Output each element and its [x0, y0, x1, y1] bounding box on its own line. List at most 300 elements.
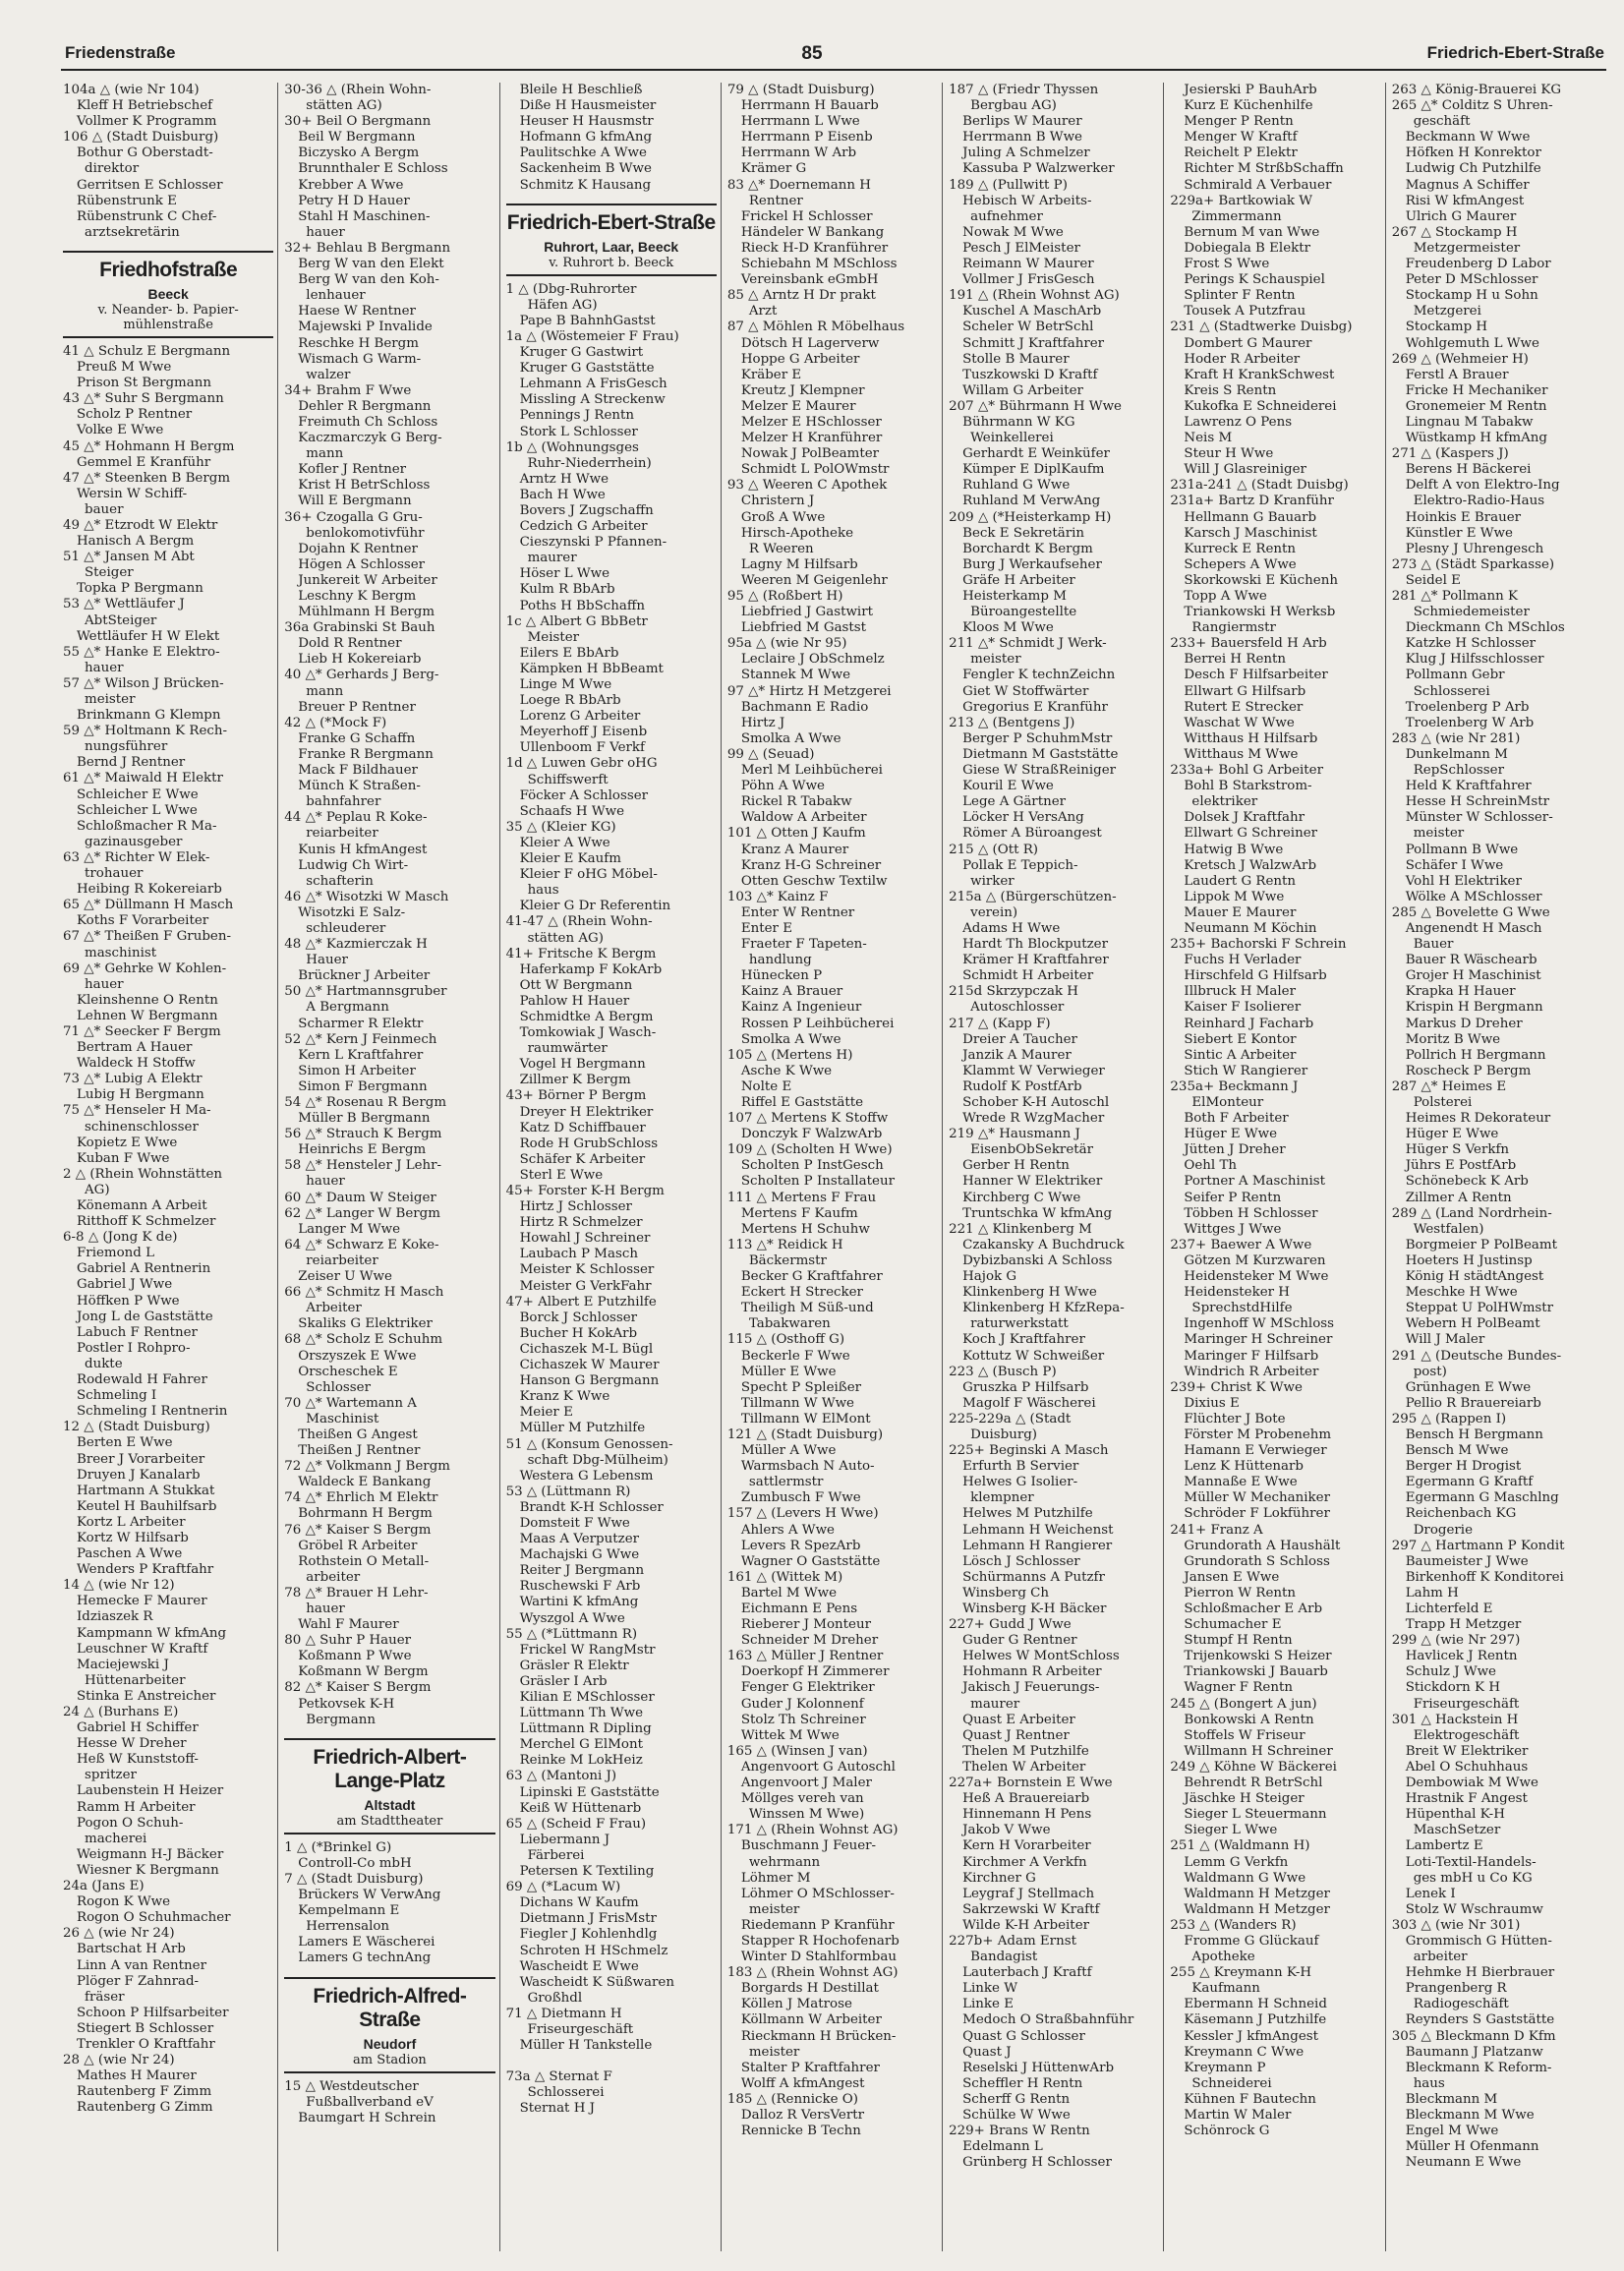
- directory-entry: Loege R BbArb: [519, 693, 621, 709]
- directory-entry: 70 △* Wartemann A: [284, 1395, 417, 1411]
- directory-columns: [61, 83, 1606, 2251]
- directory-entry: Becker G Kraftfahrer: [740, 1269, 883, 1285]
- directory-entry: Zillmer A Rentn: [1405, 1190, 1512, 1205]
- directory-entry: 211 △* Schmidt J Werk-: [949, 636, 1107, 652]
- directory-entry: 245 △ (Bongert A jun): [1170, 1696, 1317, 1712]
- directory-entry: Poths H BbSchaffn: [519, 598, 645, 613]
- directory-entry: 213 △ (Bentgens J): [949, 715, 1075, 730]
- directory-entry: hauer: [306, 224, 345, 240]
- directory-entry: Bandagist: [970, 1950, 1038, 1965]
- directory-entry: Ritthoff K Schmelzer: [77, 1214, 216, 1230]
- directory-entry: Beckmann W Wwe: [1405, 130, 1531, 146]
- directory-entry: Birkenhoff K Konditorei: [1405, 1569, 1564, 1585]
- directory-entry: Dietmann J FrisMstr: [519, 1911, 657, 1927]
- directory-entry: Arbeiter: [306, 1301, 362, 1316]
- district-name: Altstadt: [364, 1796, 416, 1813]
- directory-entry: Dembowiak M Wwe: [1405, 1776, 1538, 1791]
- directory-entry: 95 △ (Roßbert H): [726, 589, 843, 604]
- directory-entry: Magnus A Schiffer: [1405, 177, 1530, 193]
- directory-entry: Riedemann P Kranführ: [740, 1917, 895, 1933]
- directory-entry: Haese W Rentner: [298, 304, 416, 320]
- directory-entry: Reimann W Maurer: [962, 257, 1094, 272]
- directory-entry: 273 △ (Städt Sparkasse): [1391, 556, 1555, 572]
- directory-entry: Stolle B Maurer: [962, 351, 1070, 367]
- directory-entry: Dunkelmann M: [1405, 746, 1508, 762]
- directory-entry: Rennicke B Techn: [740, 2124, 861, 2139]
- directory-entry: 221 △ Klinkenberg M: [949, 1221, 1092, 1237]
- directory-entry: 99 △ (Seuad): [726, 746, 815, 762]
- directory-entry: Dreier A Taucher: [962, 1031, 1077, 1047]
- directory-entry: Bovers J Zugschaffn: [519, 502, 654, 518]
- directory-entry: Hoeters H Justinsp: [1405, 1252, 1533, 1268]
- directory-entry: Schmidt L PolOWmstr: [740, 462, 890, 478]
- directory-entry: Lingnau M Tabakw: [1405, 414, 1534, 430]
- directory-entry: Baumann J Platzanw: [1405, 2044, 1543, 2060]
- directory-entry: Steppat U PolHWmstr: [1405, 1301, 1554, 1316]
- directory-entry: Heidensteker H: [1184, 1285, 1290, 1301]
- directory-entry: Delft A von Elektro-Ing: [1405, 478, 1560, 494]
- directory-entry: Rübenstrunk C Chef-: [77, 208, 217, 224]
- directory-entry: Domsteit F Wwe: [519, 1515, 630, 1531]
- directory-entry: 239+ Christ K Wwe: [1170, 1379, 1303, 1395]
- directory-entry: Kleier G Dr Referentin: [519, 899, 671, 914]
- directory-entry: Oehl Th: [1184, 1158, 1238, 1174]
- directory-entry: Grojer H Maschinist: [1405, 968, 1541, 984]
- directory-entry: Schober K-H Autoschl: [962, 1095, 1110, 1110]
- directory-entry: Fromme G Glückauf: [1184, 1933, 1319, 1949]
- directory-entry: 68 △* Scholz E Schuhm: [284, 1332, 443, 1348]
- directory-entry: 24 △ (Burhans E): [63, 1705, 179, 1719]
- directory-entry: Bührmann W KG: [962, 414, 1075, 430]
- directory-entry: Sackenheim B Wwe: [519, 161, 652, 177]
- directory-entry: Dötsch H Lagerverw: [740, 335, 880, 351]
- directory-entry: Behrendt R BetrSchl: [1184, 1776, 1323, 1791]
- directory-entry: Ellwart G Schreiner: [1184, 826, 1318, 842]
- directory-entry: Schneiderei: [1191, 2075, 1272, 2091]
- directory-entry: Arntz H Wwe: [519, 471, 609, 487]
- directory-entry: Scholten P InstGesch: [740, 1158, 884, 1174]
- directory-entry: Kainz A Ingenieur: [740, 1000, 862, 1016]
- directory-entry: Truntschka W kfmAng: [962, 1205, 1113, 1221]
- directory-entry: Schäfer I Wwe: [1405, 857, 1504, 873]
- directory-entry: 61 △* Maiwald H Elektr: [63, 771, 223, 786]
- directory-entry: Ruhland G Wwe: [962, 478, 1071, 494]
- directory-entry: Cedzich G Arbeiter: [519, 519, 648, 535]
- directory-entry: Linke W: [962, 1981, 1017, 1997]
- directory-entry: 231 △ (Stadtwerke Duisbg): [1170, 320, 1353, 335]
- directory-entry: 53 △ (Lüttmann R): [505, 1484, 631, 1499]
- directory-entry: 227a+ Bornstein E Wwe: [949, 1776, 1113, 1791]
- directory-entry: 271 △ (Kaspers J): [1391, 446, 1509, 462]
- directory-entry: Dieckmann Ch MSchlos: [1405, 620, 1565, 636]
- directory-entry: Förster M Probenehm: [1184, 1427, 1332, 1442]
- directory-entry: Stumpf H Rentn: [1184, 1633, 1293, 1649]
- directory-entry: EisenbObSekretär: [970, 1142, 1094, 1158]
- directory-entry: Meyerhoff J Eisenb: [519, 725, 648, 740]
- directory-entry: Höser L Wwe: [519, 566, 610, 582]
- directory-entry: 237+ Baewer A Wwe: [1170, 1237, 1312, 1252]
- directory-entry: Kunis H kfmAngest: [298, 842, 428, 857]
- directory-entry: Wascheidt K Süßwaren: [519, 1974, 674, 1990]
- directory-entry: Quast G Schlosser: [962, 2028, 1085, 2044]
- directory-entry: Schröder F Lokführer: [1184, 1506, 1330, 1522]
- directory-entry: wirker: [970, 873, 1015, 889]
- directory-entry: Kaufmann: [1191, 1981, 1260, 1997]
- directory-entry: Rodewald H Fahrer: [77, 1372, 207, 1388]
- directory-entry: 295 △ (Rappen I): [1391, 1411, 1507, 1427]
- directory-entry: 7 △ (Stadt Duisburg): [284, 1871, 424, 1887]
- directory-entry: 2 △ (Rhein Wohnstätten: [63, 1166, 223, 1182]
- directory-entry: Siebert E Kontor: [1184, 1031, 1297, 1047]
- directory-entry: 51 △ (Konsum Genossen-: [505, 1436, 673, 1452]
- street-name: Friedrich-Alfred-Straße: [313, 1984, 467, 2031]
- directory-entry: 103 △* Kainz F: [726, 889, 829, 904]
- directory-entry: 73 △* Lubig A Elektr: [63, 1072, 203, 1087]
- directory-entry: Controll-Co mbH: [298, 1855, 412, 1871]
- directory-entry: Christern J: [740, 494, 815, 509]
- directory-entry: Meister G VerkFahr: [519, 1278, 652, 1294]
- directory-entry: Menger P Rentn: [1184, 114, 1294, 130]
- directory-entry: Jäschke H Steiger: [1184, 1791, 1305, 1807]
- directory-entry: Troelenberg P Arb: [1405, 699, 1530, 715]
- directory-entry: Pellio R Brauereiarb: [1405, 1395, 1541, 1411]
- directory-entry: Bartel M Wwe: [740, 1585, 838, 1601]
- directory-entry: Stiegert B Schlosser: [77, 2020, 214, 2036]
- directory-entry: Stolz Th Schreiner: [740, 1712, 866, 1727]
- directory-entry: Lambertz E: [1405, 1838, 1483, 1854]
- directory-entry: Büroangestellte: [970, 605, 1077, 620]
- directory-entry: Quast J Rentner: [962, 1727, 1070, 1743]
- directory-entry: Klug J Hilfsschlosser: [1405, 652, 1544, 668]
- directory-entry: Hehmke H Bierbrauer: [1405, 1965, 1555, 1981]
- directory-entry: 223 △ (Busch P): [949, 1364, 1057, 1379]
- directory-entry: Quast J: [962, 2044, 1012, 2060]
- directory-entry: Scholten P Installateur: [740, 1174, 895, 1190]
- directory-entry: Laubenstein H Heizer: [77, 1783, 224, 1799]
- directory-entry: Trijenkowski S Heizer: [1184, 1649, 1332, 1664]
- directory-entry: Ahlers A Wwe: [740, 1522, 835, 1538]
- directory-entry: Hüger E Wwe: [1405, 1127, 1499, 1142]
- directory-entry: Jührs E PostfArb: [1405, 1158, 1517, 1174]
- directory-entry: Gerritsen E Schlosser: [77, 177, 223, 193]
- directory-entry: Heibing R Kokereiarb: [77, 882, 222, 898]
- directory-entry: bahnfahrer: [306, 794, 381, 810]
- directory-entry: Frickel W RangMstr: [519, 1642, 656, 1658]
- directory-entry: 215 △ (Ott R): [949, 842, 1039, 857]
- directory-entry: 15 △ Westdeutscher: [284, 2078, 419, 2094]
- directory-entry: 121 △ (Stadt Duisburg): [726, 1427, 884, 1442]
- directory-entry: Topka P Bergmann: [77, 581, 203, 597]
- directory-entry: Gerhardt E Weinküfer: [962, 446, 1110, 462]
- directory-entry: Katz D Schiffbauer: [519, 1120, 646, 1136]
- directory-entry: Riffel E Gaststätte: [740, 1095, 864, 1110]
- directory-entry: Münster W Schlosser-: [1405, 810, 1553, 826]
- directory-entry: Kukofka E Schneiderei: [1184, 398, 1337, 414]
- directory-entry: Dalloz R VersVertr: [740, 2108, 865, 2123]
- directory-entry: Theißen G Angest: [298, 1427, 418, 1442]
- directory-entry: Wohlgemuth L Wwe: [1405, 335, 1539, 351]
- directory-entry: Krämer H Kraftfahrer: [962, 953, 1109, 968]
- directory-entry: Stockamp H: [1405, 320, 1488, 335]
- directory-entry: Erfurth B Servier: [962, 1459, 1079, 1475]
- directory-entry: Kouril E Wwe: [962, 779, 1054, 794]
- directory-entry: Lauterbach J Kraftf: [962, 1965, 1092, 1981]
- directory-entry: Wartini K kfmAng: [519, 1595, 639, 1610]
- directory-entry: Edelmann L: [962, 2139, 1043, 2155]
- directory-entry: Rossen P Leihbücherei: [740, 1016, 895, 1031]
- directory-entry: Egermann G Maschlng: [1405, 1490, 1559, 1506]
- directory-entry: Westfalen): [1413, 1221, 1484, 1237]
- directory-entry: Kleinshenne O Rentn: [77, 992, 218, 1008]
- directory-entry: 1d △ Luwen Gebr oHG: [505, 756, 658, 772]
- directory-entry: nungsführer: [85, 739, 168, 755]
- directory-entry: Scheler W BetrSchl: [962, 320, 1094, 335]
- directory-entry: Rogon O Schuhmacher: [77, 1910, 231, 1926]
- directory-entry: 207 △* Bührmann H Wwe: [949, 398, 1122, 414]
- directory-entry: Hüpenthal K-H: [1405, 1807, 1505, 1823]
- directory-entry: Pollmann Gebr: [1405, 668, 1505, 683]
- street-heading: [284, 1738, 494, 1834]
- directory-entry: Skaliks G Elektriker: [298, 1316, 433, 1332]
- directory-entry: raturwerkstatt: [970, 1316, 1069, 1332]
- directory-entry: Götzen M Kurzwaren: [1184, 1252, 1326, 1268]
- directory-entry: Engel M Wwe: [1405, 2124, 1499, 2139]
- directory-column: [499, 83, 721, 2251]
- directory-entry: Schmiedemeister: [1413, 605, 1530, 620]
- directory-entry: Rutert E Strecker: [1184, 699, 1304, 715]
- directory-entry: Labuch F Rentner: [77, 1324, 198, 1340]
- directory-entry: 28 △ (wie Nr 24): [63, 2053, 175, 2068]
- directory-entry: 107 △ Mertens K Stoffw: [726, 1111, 889, 1127]
- directory-entry: Pollrich H Bergmann: [1405, 1047, 1546, 1063]
- directory-entry: Stannek M Wwe: [740, 668, 851, 683]
- directory-entry: Többen H Schlosser: [1184, 1205, 1318, 1221]
- directory-entry: 65 △ (Scheid F Frau): [505, 1816, 647, 1832]
- directory-entry: Hanson G Bergmann: [519, 1373, 660, 1389]
- directory-entry: 115 △ (Osthoff G): [726, 1332, 845, 1348]
- directory-entry: Idziaszek R: [77, 1609, 153, 1625]
- directory-entry: Schumacher E: [1184, 1617, 1282, 1633]
- directory-entry: Mauer E Maurer: [1184, 904, 1297, 920]
- directory-entry: Klinkenberg H Wwe: [962, 1285, 1097, 1301]
- directory-entry: Mertens F Kaufm: [740, 1205, 858, 1221]
- directory-entry: 161 △ (Wittek M): [726, 1569, 843, 1585]
- directory-entry: 227+ Gudd J Wwe: [949, 1617, 1072, 1633]
- directory-entry: Bohl B Starkstrom-: [1184, 779, 1312, 794]
- directory-entry: Kreis S Rentn: [1184, 382, 1277, 398]
- directory-entry: Reinke M LokHeiz: [519, 1753, 643, 1769]
- directory-entry: 6-8 △ (Jong K de): [63, 1230, 178, 1246]
- directory-entry: Hajok G: [962, 1269, 1017, 1285]
- directory-entry: Mühlmann H Bergm: [298, 605, 435, 620]
- directory-entry: AG): [85, 1182, 110, 1197]
- directory-entry: 265 △* Colditz S Uhren-: [1391, 98, 1553, 114]
- directory-entry: schleuderer: [306, 920, 386, 936]
- directory-entry: 299 △ (wie Nr 297): [1391, 1633, 1521, 1649]
- directory-entry: Schulz J Wwe: [1405, 1664, 1496, 1680]
- directory-column: [942, 83, 1163, 2251]
- directory-entry: Burg J Werkaufseher: [962, 556, 1102, 572]
- directory-entry: 241+ Franz A: [1170, 1522, 1263, 1538]
- directory-entry: Rautenberg F Zimm: [77, 2084, 212, 2100]
- directory-entry: Moritz B Wwe: [1405, 1031, 1501, 1047]
- directory-entry: 69 △ (*Lacum W): [505, 1880, 621, 1895]
- directory-entry: Bertram A Hauer: [77, 1040, 193, 1056]
- directory-entry: walzer: [306, 367, 351, 382]
- directory-entry: 163 △ Müller J Rentner: [726, 1649, 884, 1664]
- directory-entry: Zimmermann: [1191, 208, 1282, 224]
- directory-entry: hauer: [306, 1174, 345, 1190]
- directory-entry: Rogon K Wwe: [77, 1894, 171, 1910]
- directory-entry: Berg W van den Koh-: [298, 272, 439, 288]
- directory-entry: Händeler W Bankang: [740, 224, 885, 240]
- directory-entry: Hauer: [306, 953, 348, 968]
- directory-entry: Pollak E Teppich-: [962, 857, 1078, 873]
- directory-entry: Tomkowiak J Wasch-: [519, 1025, 657, 1041]
- directory-entry: Willmann H Schreiner: [1184, 1743, 1333, 1759]
- directory-entry: A Bergmann: [306, 1000, 389, 1016]
- directory-entry: Juling A Schmelzer: [962, 146, 1090, 161]
- directory-entry: Kruger G Gastwirt: [519, 345, 644, 361]
- directory-entry: Simon H Arbeiter: [298, 1063, 416, 1078]
- directory-entry: Stalter P Kraftfahrer: [740, 2060, 880, 2075]
- directory-entry: 79 △ (Stadt Duisburg): [726, 83, 875, 97]
- page-number: 85: [801, 43, 823, 64]
- directory-entry: 1 △ (Dbg-Ruhrorter: [505, 281, 637, 297]
- directory-entry: Kleier E Kaufm: [519, 851, 621, 867]
- directory-entry: Arzt: [748, 304, 778, 320]
- directory-entry: Reinhard J Facharb: [1184, 1016, 1314, 1031]
- directory-entry: Petersen K Textiling: [519, 1864, 655, 1880]
- directory-entry: Heß A Brauereiarb: [962, 1791, 1090, 1807]
- directory-entry: 75 △* Henseler H Ma-: [63, 1103, 211, 1119]
- directory-entry: Metzgerei: [1413, 304, 1481, 320]
- directory-entry: haus: [527, 883, 559, 899]
- directory-entry: 1c △ Albert G BbBetr: [505, 613, 648, 629]
- directory-entry: Petkovsek K-H: [298, 1696, 395, 1712]
- directory-entry: Will E Bergmann: [298, 494, 412, 509]
- directory-entry: Kassuba P Walzwerker: [962, 161, 1115, 177]
- directory-entry: Lehmann H Weichenst: [962, 1522, 1114, 1538]
- directory-entry: Theißen J Rentner: [298, 1443, 421, 1459]
- directory-entry: wehrmann: [748, 1854, 821, 1870]
- directory-entry: Fengler K technZeichn: [962, 668, 1116, 683]
- directory-entry: 78 △* Brauer H Lehr-: [284, 1585, 429, 1601]
- directory-entry: Franke R Bergmann: [298, 746, 434, 762]
- directory-entry: Triankowski H Werksb: [1184, 605, 1336, 620]
- directory-entry: Hartmann A Stukkat: [77, 1483, 215, 1498]
- directory-entry: Koßmann W Bergm: [298, 1664, 429, 1680]
- directory-entry: Bleckmann M Wwe: [1405, 2108, 1535, 2123]
- directory-entry: Kempelmann E: [298, 1903, 400, 1919]
- directory-entry: Maschinist: [306, 1411, 379, 1427]
- directory-entry: RepSchlosser: [1413, 763, 1504, 779]
- directory-entry: Meister: [527, 629, 580, 645]
- directory-column: [721, 83, 942, 2251]
- directory-entry: Klammt W Verwieger: [962, 1063, 1105, 1078]
- directory-entry: Ullenboom F Verkf: [519, 740, 645, 756]
- directory-entry: Loti-Textil-Handels-: [1405, 1854, 1537, 1870]
- directory-entry: Stickdorn K H: [1405, 1680, 1500, 1696]
- directory-entry: Skorkowski E Küchenh: [1184, 572, 1338, 588]
- directory-entry: Pollmann B Wwe: [1405, 842, 1519, 857]
- directory-entry: Baumeister J Wwe: [1405, 1553, 1529, 1569]
- directory-entry: 229+ Brans W Rentn: [949, 2124, 1090, 2139]
- directory-entry: Liebfried J Gastwirt: [740, 605, 873, 620]
- directory-entry: Gräsler R Elektr: [519, 1658, 629, 1673]
- directory-entry: Frickel H Schlosser: [740, 208, 873, 224]
- directory-entry: Tuszkowski D Kraftf: [962, 367, 1098, 382]
- directory-entry: Brückers W VerwAng: [298, 1888, 441, 1903]
- directory-entry: ges mbH u Co KG: [1413, 1870, 1533, 1886]
- directory-entry: Lehnen W Bergmann: [77, 1008, 218, 1023]
- directory-entry: Müller E Wwe: [740, 1364, 837, 1379]
- directory-entry: Portner A Maschinist: [1184, 1174, 1325, 1190]
- directory-entry: Löcker H VersAng: [962, 810, 1084, 826]
- directory-entry: Bohrmann H Bergm: [298, 1506, 433, 1522]
- directory-entry: Lippok M Wwe: [1184, 889, 1285, 904]
- directory-entry: Friseurgeschäft: [1413, 1696, 1520, 1712]
- directory-entry: 105 △ (Mertens H): [726, 1047, 853, 1063]
- directory-entry: Neumann M Köchin: [1184, 920, 1317, 936]
- directory-entry: Wagner O Gaststätte: [740, 1553, 881, 1569]
- directory-entry: Angenendt H Masch: [1405, 920, 1542, 936]
- directory-entry: Bothur G Oberstadt-: [77, 146, 213, 161]
- directory-entry: Pape B BahnhGastst: [519, 313, 656, 328]
- directory-entry: 43 △* Suhr S Bergmann: [63, 391, 224, 407]
- directory-entry: Linke E: [962, 1997, 1014, 2012]
- directory-entry: Bensch M Wwe: [1405, 1443, 1509, 1459]
- directory-entry: Paschen A Wwe: [77, 1546, 183, 1562]
- directory-entry: Hirschfeld G Hilfsarb: [1184, 968, 1327, 984]
- directory-entry: Schepers A Wwe: [1184, 556, 1297, 572]
- directory-entry: Doerkopf H Zimmerer: [740, 1664, 890, 1680]
- directory-entry: 253 △ (Wanders R): [1170, 1917, 1297, 1933]
- directory-entry: Prison St Bergmann: [77, 376, 211, 391]
- directory-entry: Kleier F oHG Möbel-: [519, 867, 658, 883]
- directory-entry: 215d Skrzypczak H: [949, 984, 1078, 1000]
- directory-entry: Berten E Wwe: [77, 1435, 173, 1451]
- directory-entry: 113 △* Reidick H: [726, 1237, 843, 1252]
- directory-entry: Pöhn A Wwe: [740, 779, 825, 794]
- directory-entry: 187 △ (Friedr Thyssen: [949, 83, 1099, 97]
- directory-entry: Steiger: [85, 565, 134, 581]
- directory-entry: 263 △ König-Brauerei KG: [1391, 83, 1562, 97]
- directory-entry: Berrei H Rentn: [1184, 652, 1287, 668]
- directory-entry: Buschmann J Feuer-: [740, 1838, 877, 1854]
- directory-entry: Neumann E Wwe: [1405, 2155, 1522, 2171]
- street-heading: [506, 204, 717, 276]
- directory-entry: Kirchmer A Verkfn: [962, 1854, 1087, 1870]
- directory-entry: Lege A Gärtner: [962, 794, 1067, 810]
- directory-entry: Möllges vereh van: [740, 1791, 864, 1807]
- directory-entry: meister: [1413, 826, 1465, 842]
- directory-entry: Elektro-Radio-Haus: [1413, 494, 1545, 509]
- directory-entry: Hemecke F Maurer: [77, 1594, 207, 1609]
- directory-entry: raumwärter: [527, 1041, 608, 1057]
- directory-entry: 95a △ (wie Nr 95): [726, 636, 847, 652]
- directory-entry: 57 △* Wilson J Brücken-: [63, 675, 224, 691]
- directory-entry: verein): [970, 904, 1018, 920]
- directory-entry: Keutel H Bauhilfsarb: [77, 1498, 217, 1514]
- directory-entry: arbeiter: [1413, 1950, 1468, 1965]
- directory-entry: Vogel H Bergmann: [519, 1057, 646, 1073]
- directory-entry: Schönebeck K Arb: [1405, 1174, 1529, 1190]
- directory-entry: Liebermann J: [519, 1832, 610, 1847]
- directory-entry: Kopietz E Wwe: [77, 1135, 178, 1150]
- directory-entry: 35 △ (Kleier KG): [505, 819, 616, 835]
- directory-entry: 45+ Forster K-H Bergm: [505, 1184, 665, 1198]
